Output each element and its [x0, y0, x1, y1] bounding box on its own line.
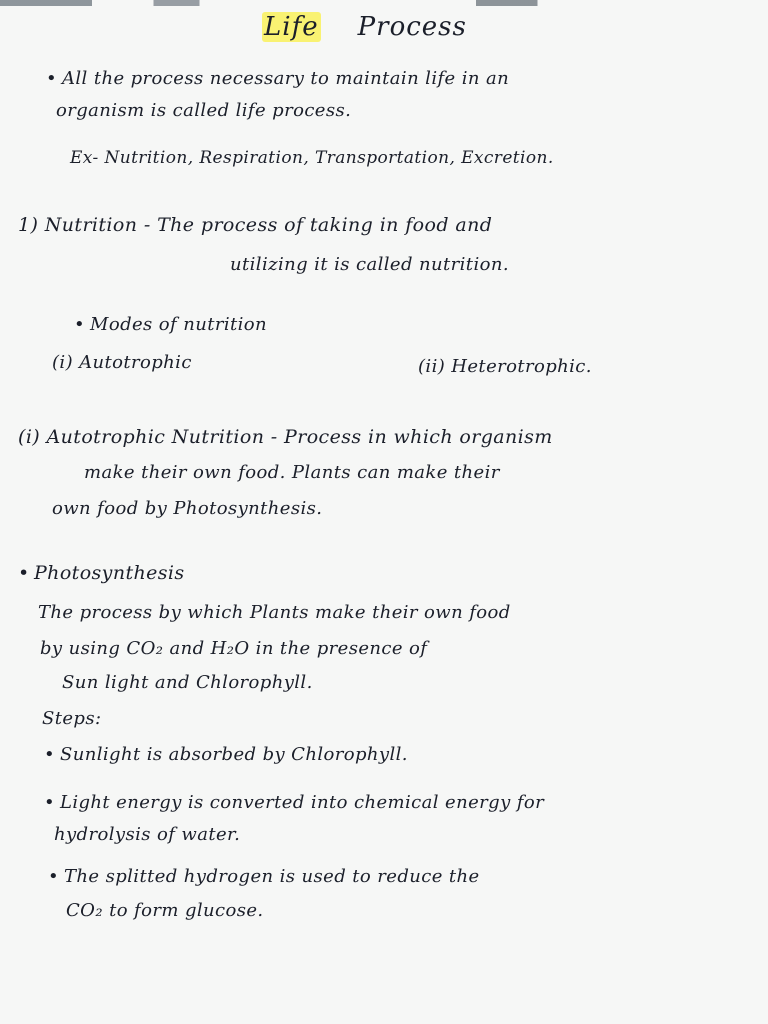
photosynthesis-line-1: The process by which Plants make their own food: [38, 602, 511, 623]
photosynthesis-line-2: by using CO₂ and H₂O in the presence of: [40, 638, 428, 659]
step-2-line-1: • Light energy is converted into chemical energy for: [60, 792, 544, 813]
autotrophic-line-2: make their own food. Plants can make their: [84, 462, 500, 483]
page-title: [262, 12, 502, 42]
nutrition-heading: 1) Nutrition - The process of taking in food and: [18, 214, 493, 236]
autotrophic-line-1: (i) Autotrophic Nutrition - Process in which organism: [18, 426, 553, 448]
step-1: • Sunlight is absorbed by Chlorophyll.: [60, 744, 408, 765]
steps-label: Steps:: [42, 708, 102, 729]
nutrition-line-2: utilizing it is called nutrition.: [230, 254, 509, 275]
step-2-line-2: hydrolysis of water.: [54, 824, 241, 845]
step-3-line-2: CO₂ to form glucose.: [66, 900, 264, 921]
mode-heterotrophic: (ii) Heterotrophic.: [418, 356, 592, 377]
modes-label: • Modes of nutrition: [90, 314, 267, 335]
photo-top-edge: [0, 0, 768, 6]
title-highlight: Life: [264, 12, 319, 42]
photosynthesis-line-3: Sun light and Chlorophyll.: [62, 672, 313, 693]
mode-autotrophic: (i) Autotrophic: [52, 352, 192, 373]
intro-line-2: organism is called life process.: [56, 100, 352, 121]
photosynthesis-heading: • Photosynthesis: [34, 562, 185, 584]
intro-line-1: • All the process necessary to maintain life in an: [62, 68, 509, 89]
step-3-line-1: • The splitted hydrogen is used to reduce the: [64, 866, 480, 887]
intro-examples: Ex- Nutrition, Respiration, Transportation, Excretion.: [70, 148, 554, 168]
autotrophic-line-3: own food by Photosynthesis.: [52, 498, 323, 519]
title-word-process: Process: [357, 12, 467, 42]
